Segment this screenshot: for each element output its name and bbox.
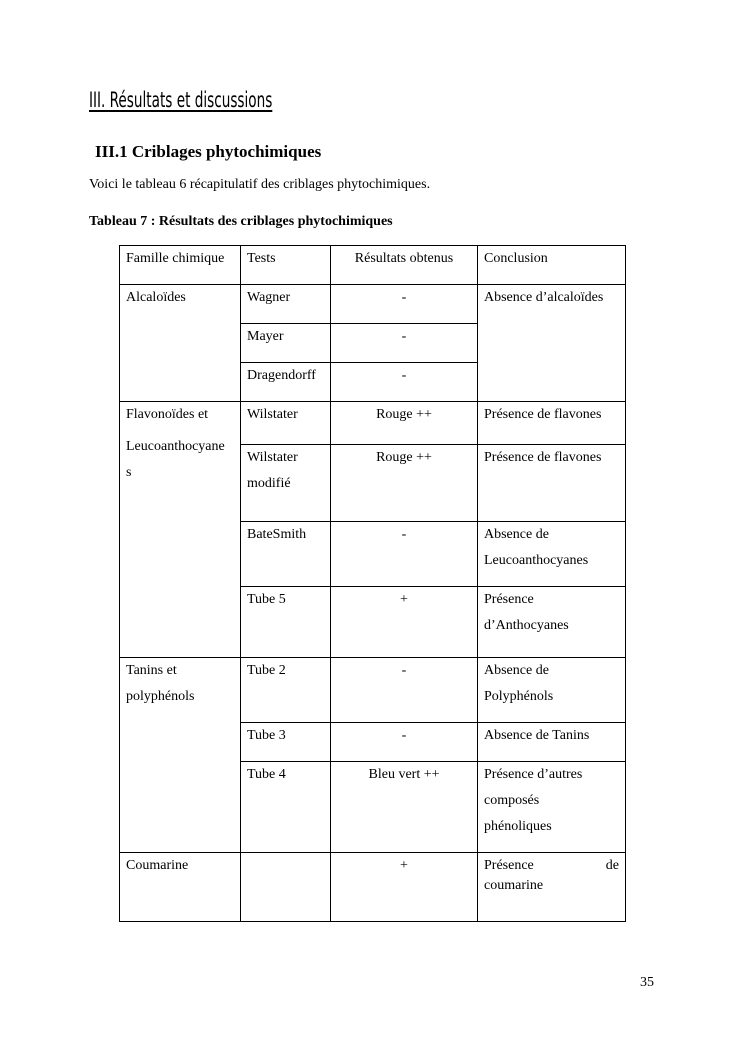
- table-header-row: [120, 246, 626, 285]
- result-cell: +: [331, 587, 478, 658]
- family-line: Leucoanthocyane: [126, 439, 225, 454]
- conclusion-cell: [478, 762, 626, 853]
- conclusion-line: Présence d’autres: [484, 767, 583, 782]
- conclusion-line: [484, 856, 619, 876]
- test-cell: Tube 4: [241, 762, 331, 853]
- header-resultats: Résultats obtenus: [331, 246, 478, 285]
- family-alcaloides: Alcaloïdes: [120, 285, 241, 402]
- conclusion-cell: Présence de flavones: [478, 445, 626, 522]
- test-cell: Tube 2: [241, 658, 331, 723]
- conclusion-word: de: [605, 858, 619, 873]
- table-caption: Tableau 7 : Résultats des criblages phytochimiques: [89, 214, 393, 229]
- test-cell: BateSmith: [241, 522, 331, 587]
- conclusion-cell: [478, 658, 626, 723]
- conclusion-line: phénoliques: [484, 819, 552, 834]
- family-coumarine: Coumarine: [120, 853, 241, 922]
- result-cell: -: [331, 723, 478, 762]
- conclusion-line: Absence de: [484, 663, 549, 678]
- result-cell: -: [331, 285, 478, 324]
- section-heading: III. Résultats et discussions: [89, 88, 273, 112]
- header-conclusion: Conclusion: [478, 246, 626, 285]
- header-tests: Tests: [241, 246, 331, 285]
- conclusion-cell: Présence de flavones: [478, 402, 626, 445]
- family-line: Tanins et: [126, 663, 177, 678]
- family-line: Flavonoïdes et: [126, 407, 209, 422]
- test-cell: Mayer: [241, 324, 331, 363]
- header-famille: Famille chimique: [120, 246, 241, 285]
- conclusion-cell: [478, 853, 626, 922]
- result-cell: Bleu vert ++: [331, 762, 478, 853]
- test-cell: [241, 853, 331, 922]
- intro-paragraph: Voici le tableau 6 récapitulatif des criblages phytochimiques.: [89, 177, 431, 192]
- page-number: 35: [640, 975, 654, 990]
- family-tanins: [120, 658, 241, 853]
- conclusion-word: Présence: [484, 858, 534, 873]
- conclusion-line: d’Anthocyanes: [484, 618, 569, 633]
- conclusion-cell: Absence d’alcaloïdes: [478, 285, 626, 402]
- family-flavonoides: [120, 402, 241, 658]
- conclusion-line: Absence de: [484, 527, 549, 542]
- test-cell: Dragendorff: [241, 363, 331, 402]
- result-cell: -: [331, 363, 478, 402]
- result-cell: Rouge ++: [331, 445, 478, 522]
- subsection-heading: III.1 Criblages phytochimiques: [95, 142, 322, 161]
- family-line: s: [126, 465, 132, 480]
- conclusion-cell: [478, 522, 626, 587]
- test-line: Wilstater: [247, 450, 298, 465]
- test-cell: Wilstater: [241, 402, 331, 445]
- conclusion-cell: [478, 587, 626, 658]
- result-cell: +: [331, 853, 478, 922]
- test-line: modifié: [247, 476, 291, 491]
- conclusion-line: composés: [484, 793, 540, 808]
- result-cell: -: [331, 324, 478, 363]
- test-cell: [241, 445, 331, 522]
- result-cell: -: [331, 658, 478, 723]
- table-row: [120, 285, 626, 324]
- table-row: [120, 402, 626, 445]
- result-cell: -: [331, 522, 478, 587]
- test-cell: Tube 3: [241, 723, 331, 762]
- family-line: polyphénols: [126, 689, 195, 704]
- conclusion-line: Polyphénols: [484, 689, 554, 704]
- results-table: [119, 245, 626, 922]
- table-row: [120, 853, 626, 922]
- conclusion-line: Présence: [484, 592, 534, 607]
- table-row: [120, 658, 626, 723]
- result-cell: Rouge ++: [331, 402, 478, 445]
- conclusion-line: coumarine: [484, 878, 544, 893]
- test-cell: Tube 5: [241, 587, 331, 658]
- test-cell: Wagner: [241, 285, 331, 324]
- conclusion-line: Leucoanthocyanes: [484, 553, 589, 568]
- conclusion-cell: Absence de Tanins: [478, 723, 626, 762]
